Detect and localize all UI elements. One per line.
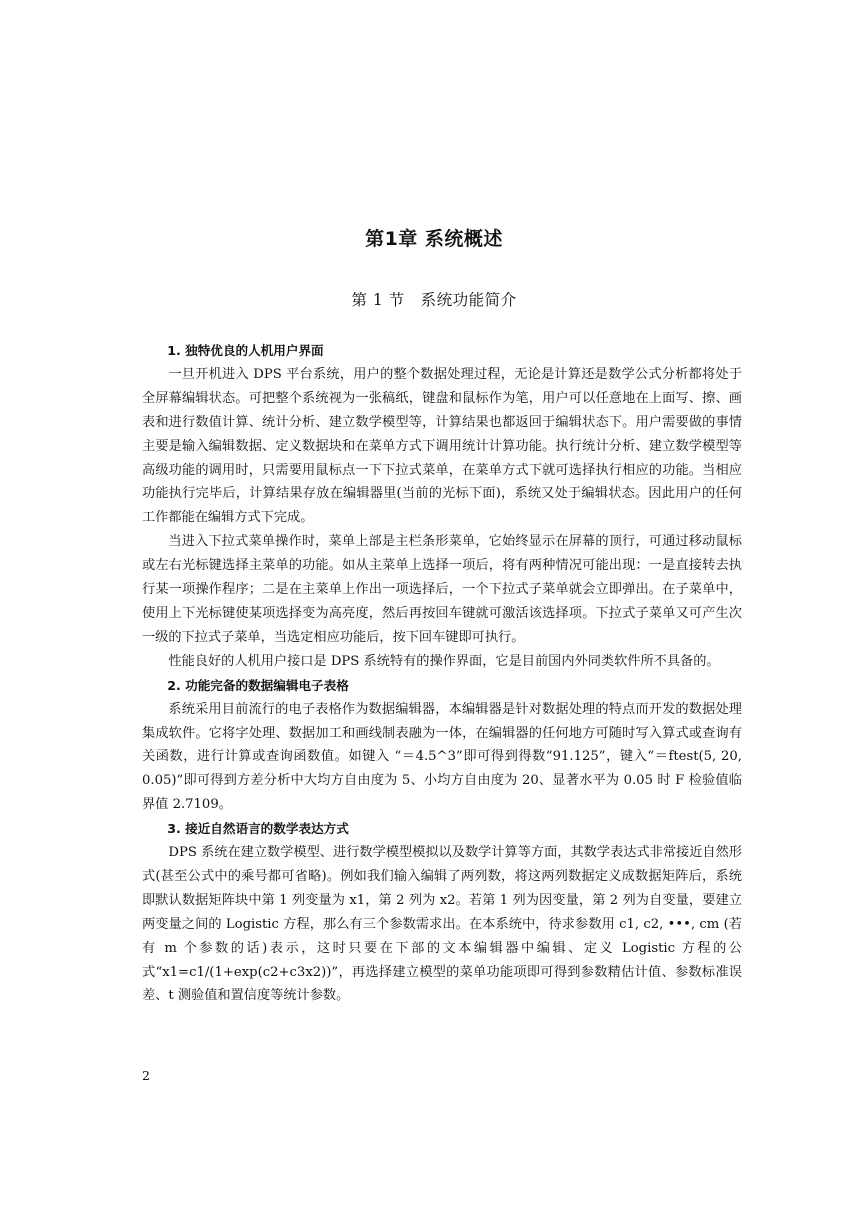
paragraph-spreadsheet: 系统采用目前流行的电子表格作为数据编辑器，本编辑器是针对数据处理的特点而开发的数据处理集成软件。它将字处理、数据加工和画线制表融为一体，在编辑器的任何地方可随时写入算式或查询有关函数，进行计算或查询函数值。如键入 “＝4.5^3”即可得到得数“91.125”，键入“＝ftest(5, 20, 0.05)”即可得到方差分析中大均方自由度为 5、小均方自由度为 20、显著水平为 0.05 时 F 检验值临界值 2.7109。 bbox=[142, 701, 742, 813]
paragraph-math-expression: DPS 系统在建立数学模型、进行数学模型模拟以及数学计算等方面，其数学表达式非常接近自然形式(甚至公式中的乘号都可省略)。例如我们输入编辑了两列数，将这两列数据定义成数据矩阵后，系统即默认数据矩阵块中第 1 列变量为 x1，第 2 列为 x2。若第 1 列为因变量，第 2 列为自变量，要建立两变量之间的 Logistic 方程，那么有三个参数需求出。在本系统中，待求参数用 c1, c2, •••, cm (若有 m 个参数的话)表示，这时只要在下部的文本编辑器中编辑、定义 Logistic 方程的公式“x1=c1/(1+exp(c2+c3x2))”，再选择建立模型的菜单功能项即可得到参数精估计值、参数标准误差、t 测验值和置信度等统计参数。 bbox=[142, 845, 742, 1004]
page-number: 2 bbox=[142, 1068, 150, 1083]
chapter-title: 第1章 系统概述 bbox=[365, 228, 503, 250]
section-title: 第 1 节 系统功能简介 bbox=[351, 291, 517, 309]
paragraph-dropdown-menu: 当进入下拉式菜单操作时，菜单上部是主栏条形菜单，它始终显示在屏幕的顶行，可通过移动鼠标或左右光标键选择主菜单的功能。如从主菜单上选择一项后，将有两种情况可能出现：一是直接转去执行某一项操作程序；二是在主菜单上作出一项选择后，一个下拉式子菜单就会立即弹出。在子菜单中，使用上下光标键使某项选择变为高亮度，然后再按回车键就可激活该选择项。下拉式子菜单又可产生次一级的下拉式子菜单，当选定相应功能后，按下回车键即可执行。 bbox=[142, 534, 742, 645]
heading-natural-math-expression: 3. 接近自然语言的数学表达方式 bbox=[167, 821, 349, 837]
heading-user-interface: 1. 独特优良的人机用户界面 bbox=[167, 343, 324, 358]
body-text bbox=[142, 339, 742, 1008]
heading-spreadsheet-editor: 2. 功能完备的数据编辑电子表格 bbox=[167, 677, 349, 693]
paragraph-interface-advantage: 性能良好的人机用户接口是 DPS 系统特有的操作界面，它是目前国内外同类软件所不具备的。 bbox=[168, 653, 720, 669]
paragraph-full-screen-editing: 一旦开机进入 DPS 平台系统，用户的整个数据处理过程，无论是计算还是数学公式分析都将处于全屏幕编辑状态。可把整个系统视为一张稿纸，键盘和鼠标作为笔，用户可以任意地在上面写、擦、画表和进行数值计算、统计分析、建立数学模型等，计算结果也都返回于编辑状态下。用户需要做的事情主要是输入编辑数据、定义数据块和在菜单方式下调用统计计算功能。执行统计分析、建立数学模型等高级功能的调用时，只需要用鼠标点一下下拉式菜单，在菜单方式下就可选择执行相应的功能。当相应功能执行完毕后，计算结果存放在编辑器里(当前的光标下面)，系统又处于编辑状态。因此用户的任何工作都能在编辑方式下完成。 bbox=[142, 366, 742, 526]
